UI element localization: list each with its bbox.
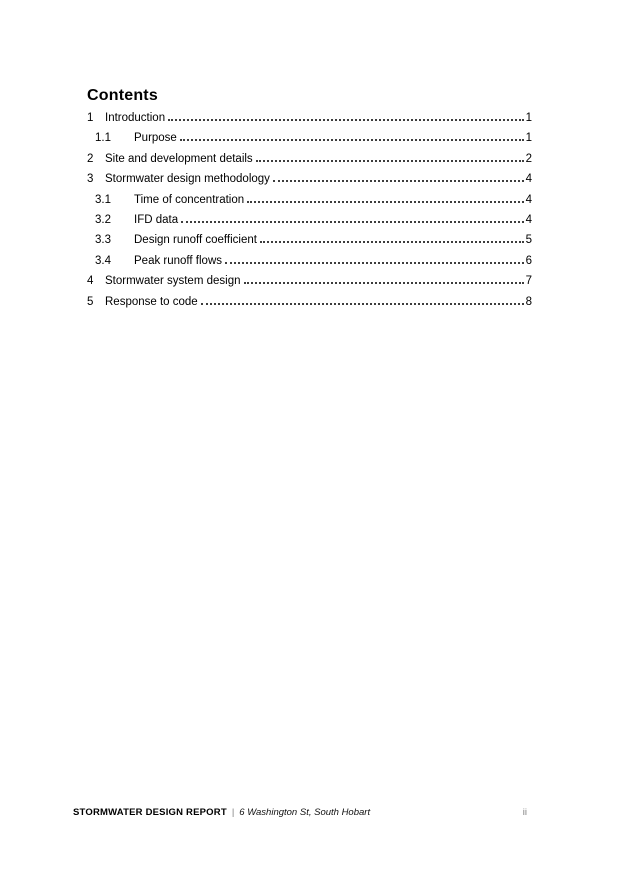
dot-leader [180,139,524,141]
page-footer [73,806,527,819]
dot-leader [260,241,524,243]
toc-entry-title: Stormwater system design [105,275,241,288]
toc-entry-number: 5 [87,295,94,308]
toc-entry-title: Response to code [105,295,198,308]
toc-entry[interactable] [87,128,532,148]
toc-entry-page: 6 [525,254,532,267]
toc-entry-title: Peak runoff flows [134,254,223,267]
toc-entry[interactable] [87,251,532,271]
toc-entry-title: Stormwater design methodology [105,173,270,186]
footer-address: 6 Washington St, South Hobart [239,807,371,818]
toc-entry-number: 1.1 [95,132,111,145]
toc-entry-title: Purpose [134,132,177,145]
toc-entry-title: Time of concentration [134,193,245,206]
dot-leader [256,160,524,162]
toc-entry-title: Introduction [105,112,166,124]
dot-leader [225,262,524,264]
toc-entry-title: Site and development details [105,152,253,165]
toc-entry-number: 1 [87,112,94,124]
toc-entry[interactable] [87,108,532,128]
toc-entry-title: Design runoff coefficient [134,234,257,247]
toc-entry-page: 1 [525,112,532,124]
toc-entry-title: IFD data [134,213,179,226]
toc-entry-page: 1 [525,132,532,145]
toc-entry[interactable] [87,210,532,230]
toc-entry-page: 4 [525,193,532,206]
toc-entry[interactable] [87,190,532,210]
toc-entry-number: 3.4 [95,254,111,267]
dot-leader [181,221,523,223]
footer-page-number: ii [522,807,527,818]
toc-entry-number: 3 [87,173,94,186]
toc-entry-page: 2 [525,152,532,165]
toc-entry-page: 7 [525,275,532,288]
dot-leader [244,282,524,284]
toc-entry-number: 3.1 [95,193,111,206]
toc-entry[interactable] [87,271,532,291]
toc-entry-page: 4 [525,213,532,226]
toc-entry[interactable] [87,149,532,169]
footer-separator: | [231,807,235,818]
toc-entry-number: 4 [87,275,94,288]
table-of-contents [87,108,532,312]
dot-leader [201,303,524,305]
toc-entry-number: 3.2 [95,213,111,226]
dot-leader [168,119,523,121]
toc-entry-page: 8 [525,295,532,308]
toc-entry-page: 4 [525,173,532,186]
footer-report-title: STORMWATER DESIGN REPORT [73,807,227,818]
toc-entry-number: 3.3 [95,234,111,247]
toc-entry-number: 2 [87,152,94,165]
page-title: Contents [87,87,158,104]
toc-entry[interactable] [87,169,532,189]
dot-leader [273,180,524,182]
toc-entry-page: 5 [525,234,532,247]
toc-section [87,88,532,312]
toc-entry[interactable] [87,292,532,312]
dot-leader [247,201,523,203]
toc-entry[interactable] [87,230,532,250]
